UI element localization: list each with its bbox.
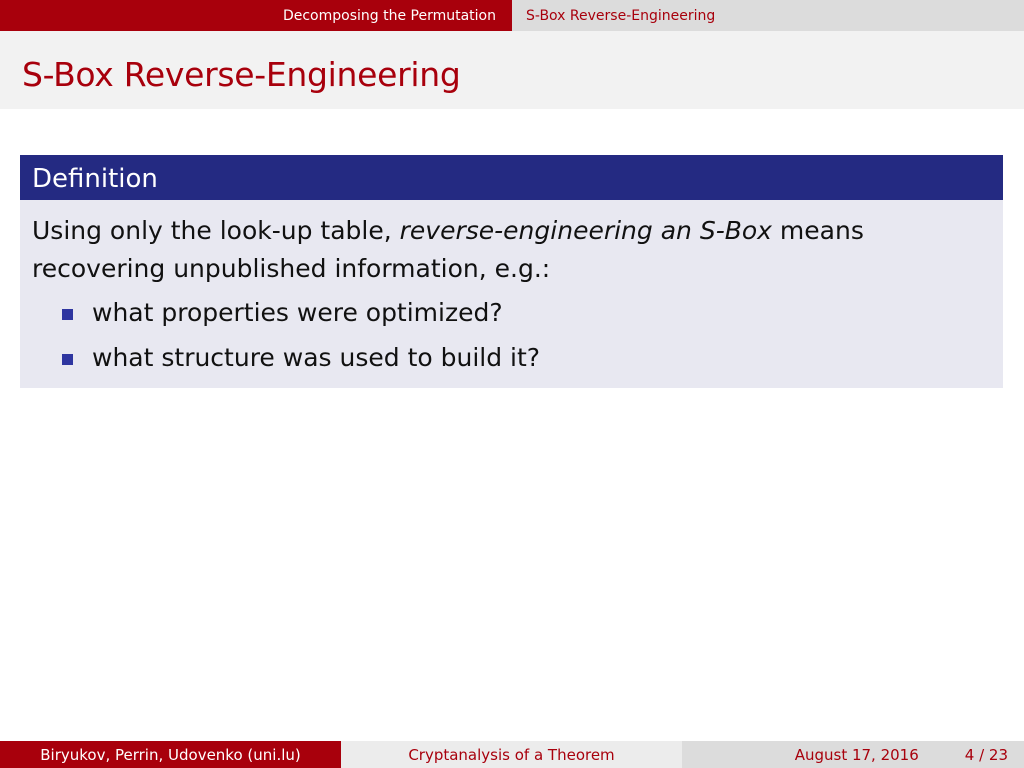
bullet-text: what structure was used to build it? xyxy=(92,343,541,372)
nav-right-panel xyxy=(512,0,1024,31)
nav-section-sbox-reverse-engineering[interactable]: S-Box Reverse-Engineering xyxy=(526,7,716,24)
footer xyxy=(0,741,1024,768)
definition-text-before: Using only the look-up table, xyxy=(32,216,400,245)
footer-talk-title: Cryptanalysis of a Theorem xyxy=(341,741,682,768)
definition-title: Definition xyxy=(32,164,158,194)
definition-text-after: means xyxy=(771,216,864,245)
definition-emphasis: reverse-engineering an S-Box xyxy=(399,216,772,245)
definition-bullet-list xyxy=(32,294,991,384)
frame-title-bar xyxy=(0,31,1024,109)
bullet-text: what properties were optimized? xyxy=(92,298,503,327)
square-bullet-icon xyxy=(62,309,73,320)
nav-left-panel xyxy=(0,0,512,31)
footer-page-number: 4 / 23 xyxy=(964,745,1008,764)
definition-line-1 xyxy=(32,212,991,250)
definition-block xyxy=(20,155,1003,388)
footer-date-page xyxy=(682,741,1024,768)
frame-title: S-Box Reverse-Engineering xyxy=(22,55,461,94)
section-navigation xyxy=(0,0,1024,31)
bullet-item xyxy=(32,339,991,384)
nav-section-decomposing-permutation[interactable]: Decomposing the Permutation xyxy=(282,7,496,24)
definition-line-2: recovering unpublished information, e.g.: xyxy=(32,254,551,283)
definition-title-bar xyxy=(20,155,1003,200)
definition-body xyxy=(20,200,1003,384)
square-bullet-icon xyxy=(62,354,73,365)
footer-authors: Biryukov, Perrin, Udovenko (uni.lu) xyxy=(0,741,341,768)
footer-date: August 17, 2016 xyxy=(794,745,919,764)
bullet-item xyxy=(32,294,991,339)
